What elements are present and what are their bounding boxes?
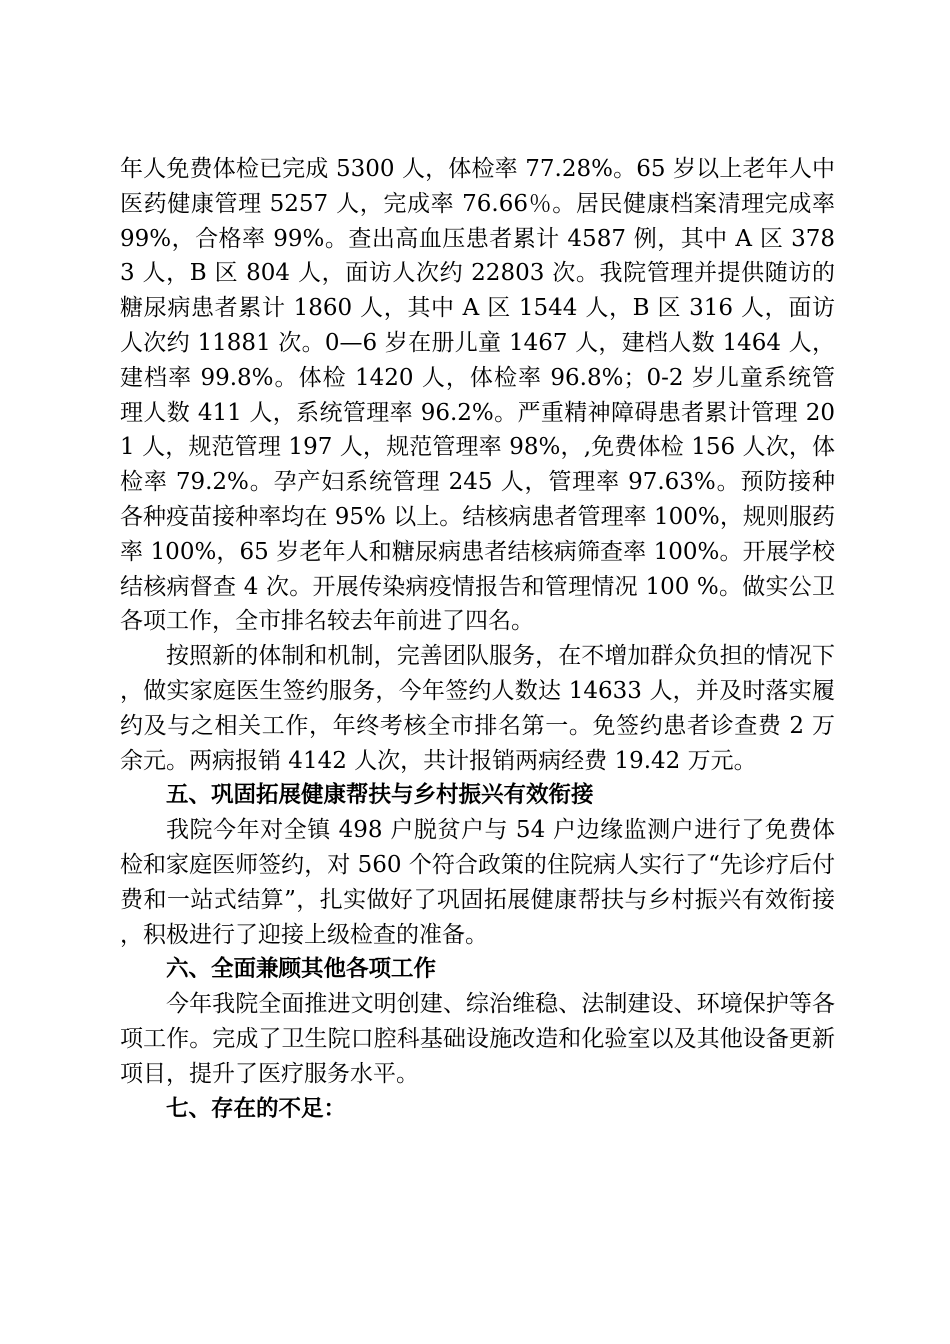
section-heading-six: 六、全面兼顾其他各项工作 bbox=[166, 956, 437, 983]
section-heading-five: 五、巩固拓展健康帮扶与乡村振兴有效衔接 bbox=[166, 782, 594, 809]
paragraph-other-work: 今年我院全面推进文明创建、综治维稳、法制建设、环境保护等各项工作。完成了卫生院口腔科基础设施改造和化验室以及其他设备更新项目，提升了医疗服务水平。 bbox=[120, 991, 835, 1087]
paragraph-family-doctor: 按照新的体制和机制，完善团队服务，在不增加群众负担的情况下，做实家庭医生签约服务，今年签约人数达 14633 人，并及时落实履约及与之相关工作，年终考核全市排名第一。免签约患者诊查费 2 万余元。两病报销 4142 人次，共计报销两病经费 19.42 万元。 bbox=[120, 643, 835, 774]
section-heading-seven: 七、存在的不足： bbox=[166, 1095, 347, 1122]
paragraph-public-health-stats: 年人免费体检已完成 5300 人，体检率 77.28%。65 岁以上老年人中医药健康管理 5257 人，完成率 76.66％。居民健康档案清理完成率 99%，合格率 99%。查出高血压患者累计 4587 例，其中 A 区 3783 人，B 区 804 人，面访人次约 22803 次。我院管理并提供随访的糖尿病患者累计 1860 人，其中 A 区 1544 人，B 区 316 人，面访人次约 11881 次。0—6 岁在册儿童 1467 人，建档人数 1464 人，建档率 99.8%。体检 1420 人，体检率 96.8%；0-2 岁儿童系统管理人数 411 人，系统管理率 96.2%。严重精神障碍患者累计管理 201 人，规范管理 197 人，规范管理率 98%，,免费体检 156 人次，体检率 79.2%。孕产妇系统管理 245 人，管理率 97.63%。预防接种各种疫苗接种率均在 95% 以上。结核病患者管理率 100%，规则服药率 100%，65 岁老年人和糖尿病患者结核病筛查率 100%。开展学校结核病督查 4 次。开展传染病疫情报告和管理情况 100 %。做实公卫各项工作，全市排名较去年前进了四名。 bbox=[120, 156, 835, 635]
paragraph-health-assistance: 我院今年对全镇 498 户脱贫户与 54 户边缘监测户进行了免费体检和家庭医师签约，对 560 个符合政策的住院病人实行了“先诊疗后付费和一站式结算”，扎实做好了巩固拓展健康帮扶与乡村振兴有效衔接，积极进行了迎接上级检查的准备。 bbox=[120, 817, 835, 948]
document-body bbox=[120, 152, 835, 1126]
